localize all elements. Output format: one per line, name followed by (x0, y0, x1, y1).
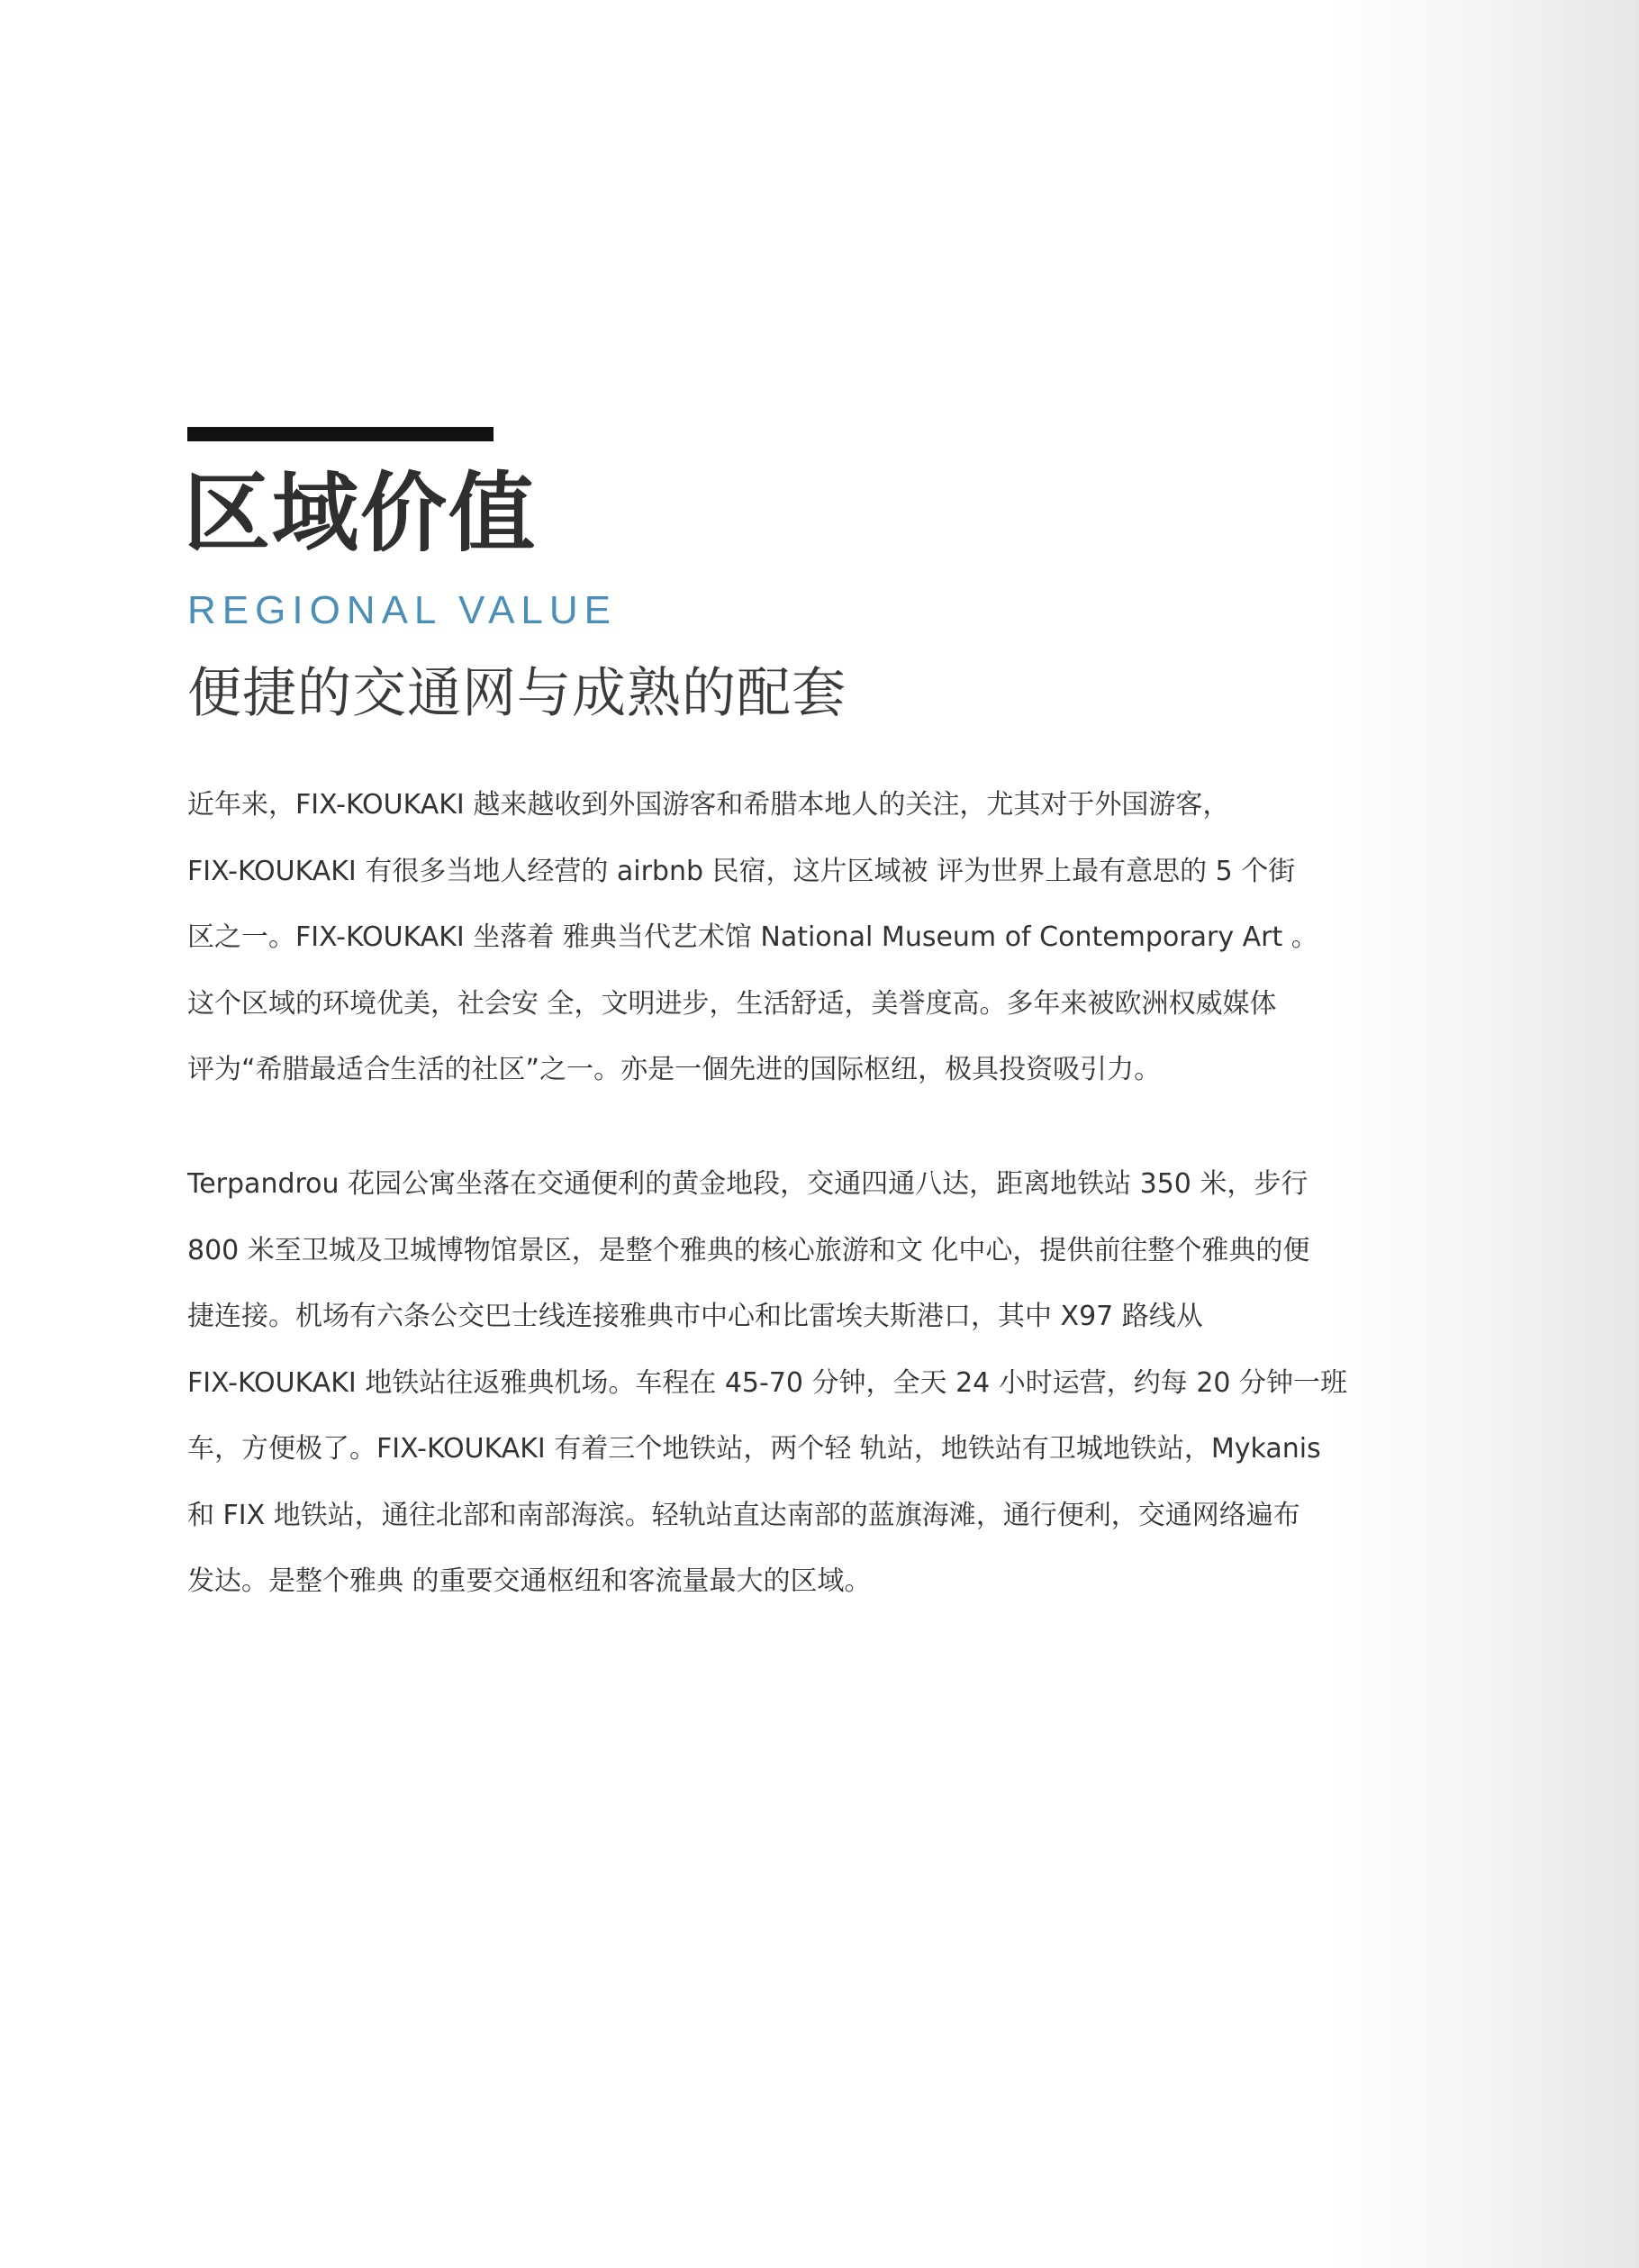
paragraph-line: 发达。是整个雅典 的重要交通枢纽和客流量最大的区域。 (187, 1565, 872, 1597)
paragraph-line: 捷连接。机场有六条公交巴士线连接雅典市中心和比雷埃夫斯港口，其中 X97 路线从 (187, 1301, 1203, 1332)
paragraph-line: 近年来，FIX-KOUKAKI 越来越收到外国游客和希腊本地人的关注，尤其对于外国游客， (187, 789, 1230, 821)
page-title: 区域价值 (184, 462, 537, 564)
paragraph-line: Terpandrou 花园公寓坐落在交通便利的黄金地段，交通四通八达，距离地铁站 350 米，步行 (187, 1168, 1308, 1200)
title-accent-bar (187, 427, 494, 441)
paragraph-line: 车，方便极了。FIX-KOUKAKI 有着三个地铁站，两个轻 轨站，地铁站有卫城地铁站，Mykanis (187, 1433, 1321, 1465)
intro-paragraph (187, 772, 1376, 1103)
paragraph-line: 区之一。FIX-KOUKAKI 坐落着 雅典当代艺术馆 National Museum of Contemporary Art 。 (187, 921, 1318, 953)
paragraph-line: 和 FIX 地铁站，通往北部和南部海滨。轻轨站直达南部的蓝旗海滩，通行便利，交通网络遍布 (187, 1499, 1300, 1531)
paragraph-line: 800 米至卫城及卫城博物馆景区，是整个雅典的核心旅游和文 化中心，提供前往整个雅典的便 (187, 1234, 1310, 1266)
paragraph-line: 这个区域的环境优美，社会安 全，文明进步，生活舒适，美誉度高。多年来被欧洲权威媒体 (187, 987, 1277, 1020)
paragraph-line: FIX-KOUKAKI 地铁站往返雅典机场。车程在 45-70 分钟，全天 24 小时运营，约每 20 分钟一班 (187, 1366, 1348, 1399)
paragraph-line: FIX-KOUKAKI 有很多当地人经营的 airbnb 民宿，这片区域被 评为世界上最有意思的 5 个街 (187, 855, 1296, 887)
transport-paragraph (187, 1151, 1376, 1615)
english-subtitle: REGIONAL VALUE (187, 588, 618, 632)
paragraph-line: 评为“希腊最适合生活的社区”之一。亦是一個先进的国际枢纽，极具投资吸引力。 (187, 1054, 1162, 1085)
section-subtitle: 便捷的交通网与成熟的配套 (187, 662, 847, 725)
